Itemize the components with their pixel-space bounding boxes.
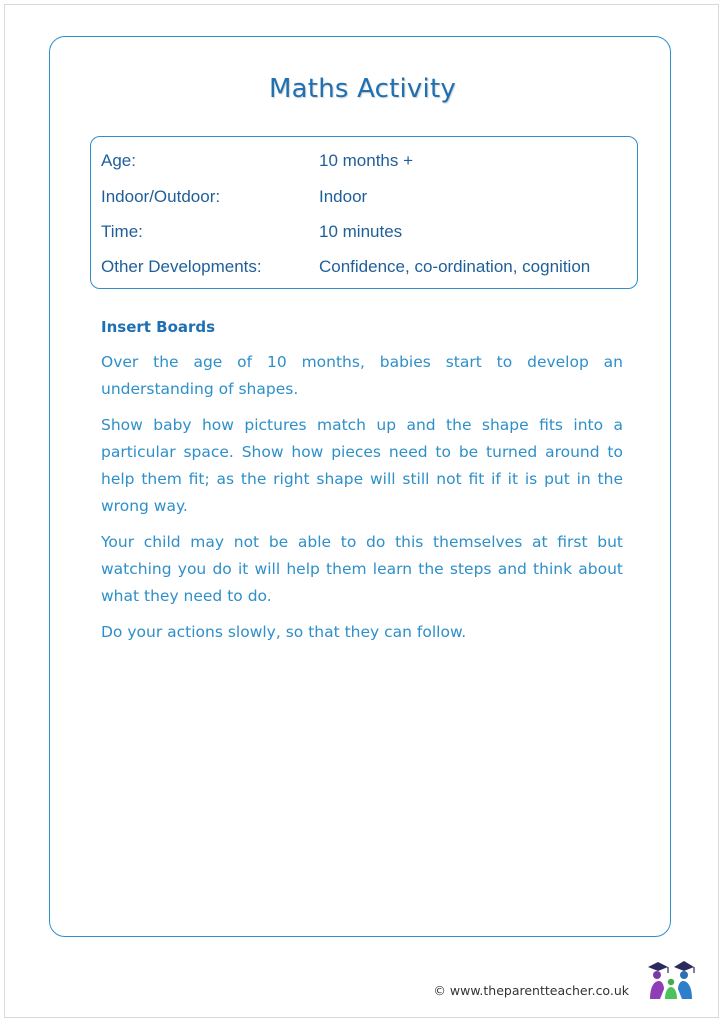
info-row-age xyxy=(101,151,631,173)
info-row-time xyxy=(101,222,631,244)
page-title: Maths Activity xyxy=(269,74,456,104)
paragraph: Show baby how pictures match up and the shape fits into a particular space. Show how pieces need to be turned around to help them fit; as the right shape will still not fit if it is put in the wrong way. xyxy=(101,416,623,515)
info-box xyxy=(90,136,638,289)
info-label: Time: xyxy=(101,222,143,241)
info-value: 10 months + xyxy=(319,151,414,170)
info-row-developments xyxy=(101,257,631,279)
parent-teacher-logo-icon xyxy=(646,955,696,1001)
activity-content xyxy=(101,316,623,655)
info-label: Indoor/Outdoor: xyxy=(101,187,221,206)
paragraph: Do your actions slowly, so that they can follow. xyxy=(101,623,467,641)
section-heading: Insert Boards xyxy=(101,318,216,336)
paragraph: Over the age of 10 months, babies start to develop an understanding of shapes. xyxy=(101,353,623,398)
info-row-location xyxy=(101,187,631,209)
info-value: Indoor xyxy=(319,187,368,206)
info-value: Confidence, co-ordination, cognition xyxy=(319,257,591,276)
info-label: Age: xyxy=(101,151,136,170)
footer-copyright: © www.theparentteacher.co.uk xyxy=(433,983,629,998)
info-value: 10 minutes xyxy=(319,222,403,241)
paragraph: Your child may not be able to do this themselves at first but watching you do it will help them learn the steps and think about what they need to do. xyxy=(101,533,623,605)
info-label: Other Developments: xyxy=(101,257,262,276)
